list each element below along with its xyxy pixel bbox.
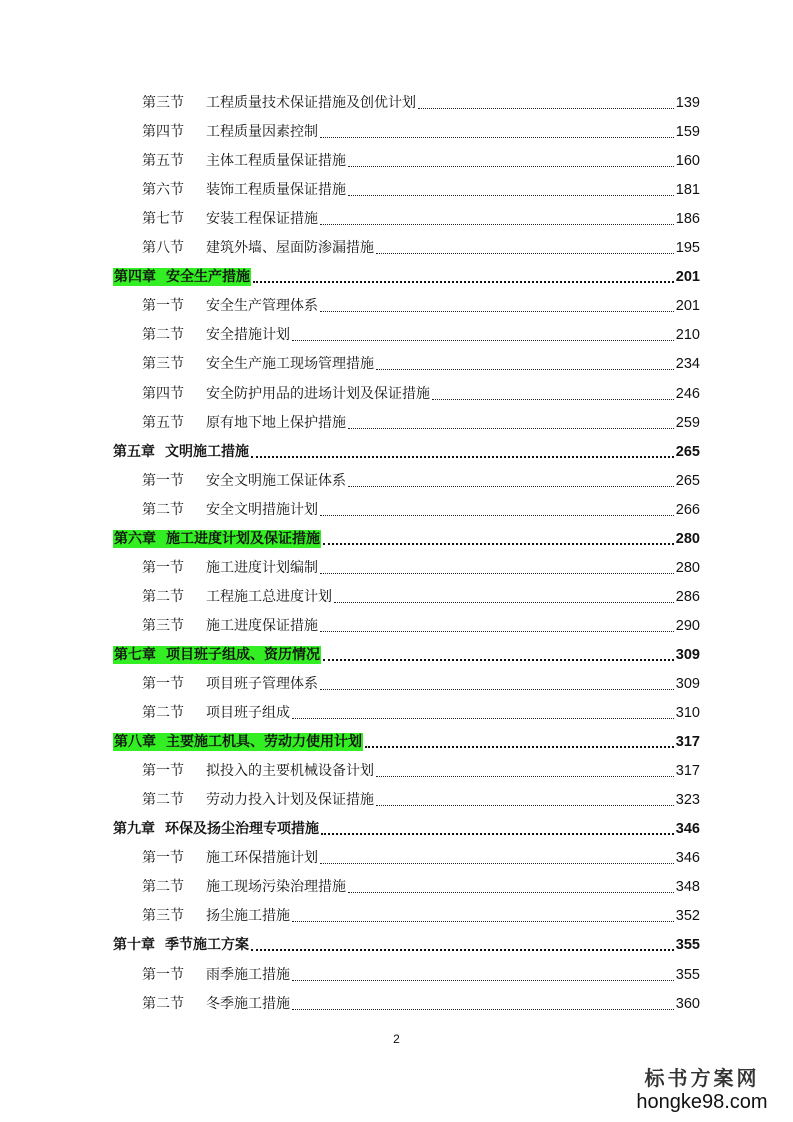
toc-number: 第六章 [114, 530, 156, 547]
toc-page-number: 309 [675, 646, 700, 663]
toc-number: 第二节 [142, 588, 184, 605]
toc-page-number: 201 [675, 298, 700, 315]
dot-leader [432, 399, 674, 400]
toc-page-number: 195 [675, 240, 700, 257]
dot-leader [418, 108, 674, 109]
toc-page-number: 246 [675, 385, 700, 402]
toc-chapter-row [113, 526, 700, 548]
toc-section-row [142, 410, 700, 432]
toc-page-number: 348 [675, 879, 700, 896]
toc-page-number: 346 [675, 821, 700, 838]
dot-leader [323, 659, 674, 661]
toc-page-number: 266 [675, 501, 700, 518]
toc-number: 第三节 [142, 356, 184, 373]
dot-leader [365, 746, 674, 748]
dot-leader [321, 833, 674, 835]
dot-leader [376, 776, 674, 777]
toc-title: 原有地下地上保护措施 [206, 414, 346, 431]
toc-number: 第四节 [142, 124, 184, 141]
toc-title: 安全文明措施计划 [206, 501, 318, 518]
toc-title: 施工现场污染治理措施 [206, 879, 346, 896]
toc-page-number: 360 [675, 995, 700, 1012]
dot-leader [292, 921, 674, 922]
toc-section-row [142, 758, 700, 780]
chapter-highlight [113, 646, 321, 664]
dot-leader [320, 224, 674, 225]
toc-chapter-row [113, 264, 700, 286]
dot-leader [320, 311, 674, 312]
toc-number: 第八节 [142, 240, 184, 257]
toc-title: 劳动力投入计划及保证措施 [206, 792, 374, 809]
toc-title: 扬尘施工措施 [206, 908, 290, 925]
toc-section-row [142, 613, 700, 635]
toc-section-row [142, 584, 700, 606]
toc-title: 冬季施工措施 [206, 995, 290, 1012]
toc-title: 环保及扬尘治理专项措施 [165, 821, 319, 838]
toc-title: 主要施工机具、劳动力使用计划 [166, 734, 362, 751]
toc-title: 雨季施工措施 [206, 966, 290, 983]
toc-page-number: 201 [675, 269, 700, 286]
toc-page-number: 352 [675, 908, 700, 925]
toc-title: 工程质量技术保证措施及创优计划 [206, 95, 416, 111]
toc-number: 第二节 [142, 705, 184, 722]
dot-leader [292, 980, 674, 981]
dot-leader [320, 631, 674, 632]
toc-number: 第一节 [142, 850, 184, 867]
chapter-highlight [113, 733, 363, 751]
toc-number: 第五章 [113, 443, 155, 460]
dot-leader [334, 602, 674, 603]
toc-section-row [142, 90, 700, 112]
toc-title: 施工进度计划及保证措施 [166, 530, 320, 547]
page-number: 2 [393, 1032, 400, 1046]
toc-page-number: 310 [675, 705, 700, 722]
toc-title: 项目班子组成 [206, 705, 290, 722]
toc-page-number: 290 [675, 617, 700, 634]
toc-number: 第一节 [142, 763, 184, 780]
toc-page-number: 265 [675, 443, 700, 460]
toc-chapter-row [113, 439, 700, 461]
toc-number: 第六节 [142, 182, 184, 199]
toc-page-number: 309 [675, 676, 700, 692]
toc-title: 主体工程质量保证措施 [206, 153, 346, 170]
toc-number: 第四节 [142, 385, 184, 402]
toc-number: 第五节 [142, 153, 184, 170]
toc-page-number: 286 [675, 588, 700, 605]
toc-section-row [142, 148, 700, 170]
toc-chapter-row [113, 816, 700, 838]
toc-title: 季节施工方案 [165, 937, 249, 954]
toc-title: 项目班子组成、资历情况 [166, 646, 320, 663]
dot-leader [348, 428, 674, 429]
toc-number: 第四章 [114, 269, 156, 286]
toc-number: 第一节 [142, 966, 184, 983]
toc-number: 第九章 [113, 821, 155, 838]
chapter-highlight [113, 530, 321, 548]
toc-page-number: 323 [675, 792, 700, 809]
dot-leader [292, 1009, 674, 1010]
dot-leader [320, 137, 674, 138]
toc-page-number: 265 [675, 472, 700, 489]
toc-number: 第七章 [114, 646, 156, 663]
dot-leader [292, 718, 674, 719]
dot-leader [376, 253, 674, 254]
toc-title: 安全文明施工保证体系 [206, 472, 346, 489]
dot-leader [320, 515, 674, 516]
toc-chapter-row [113, 729, 700, 751]
toc-section-row [142, 351, 700, 373]
toc-number: 第八章 [114, 734, 156, 751]
toc-title: 工程质量因素控制 [206, 124, 318, 141]
dot-leader [348, 892, 674, 893]
toc-section-row [142, 787, 700, 809]
watermark-site-name: 标书方案网 [644, 1066, 760, 1090]
dot-leader [320, 689, 674, 690]
toc-section-row [142, 235, 700, 257]
toc-page-number: 280 [675, 530, 700, 547]
toc-number: 第二节 [142, 792, 184, 809]
toc-number: 第一节 [142, 559, 184, 576]
dot-leader [292, 340, 674, 341]
dot-leader [323, 543, 674, 545]
toc-title: 拟投入的主要机械设备计划 [206, 763, 374, 780]
toc-section-row [142, 322, 700, 344]
toc-section-row [142, 845, 700, 867]
toc-section-row [142, 468, 700, 490]
toc-section-row [142, 991, 700, 1013]
toc-number: 第二节 [142, 879, 184, 896]
toc-number: 第一节 [142, 676, 184, 692]
toc-number: 第七节 [142, 211, 184, 228]
toc-number: 第二节 [142, 995, 184, 1012]
toc-title: 安全措施计划 [206, 327, 290, 344]
toc-page-number: 234 [675, 356, 700, 373]
toc-number: 第一节 [142, 298, 184, 315]
toc-title: 施工环保措施计划 [206, 850, 318, 867]
toc-section-row [142, 293, 700, 315]
toc-page-number: 181 [675, 182, 700, 199]
toc-page-number: 317 [675, 763, 700, 780]
toc-section-row [142, 497, 700, 519]
toc-title: 安装工程保证措施 [206, 211, 318, 228]
toc-chapter-row [113, 932, 700, 954]
toc-title: 项目班子管理体系 [206, 676, 318, 692]
watermark [627, 1066, 777, 1114]
toc-page-number: 160 [675, 153, 700, 170]
toc-number: 第二节 [142, 327, 184, 344]
toc-title: 安全生产管理体系 [206, 298, 318, 315]
toc-title: 施工进度计划编制 [206, 559, 318, 576]
toc-page-number: 355 [675, 937, 700, 954]
toc-title: 装饰工程质量保证措施 [206, 182, 346, 199]
toc-section-row [142, 962, 700, 984]
toc-number: 第三节 [142, 95, 184, 111]
toc-page-number: 355 [675, 966, 700, 983]
toc-title: 建筑外墙、屋面防渗漏措施 [206, 240, 374, 257]
dot-leader [253, 281, 674, 283]
toc-section-row [142, 119, 700, 141]
toc-page-number: 280 [675, 559, 700, 576]
toc-section-row [142, 700, 700, 722]
toc-page-number: 159 [675, 124, 700, 141]
toc-section-row [142, 903, 700, 925]
toc-page-number: 317 [675, 734, 700, 751]
toc-section-row [142, 177, 700, 199]
dot-leader [320, 573, 674, 574]
toc-number: 第一节 [142, 472, 184, 489]
toc-number: 第三节 [142, 617, 184, 634]
toc-page-number: 139 [675, 95, 700, 111]
toc-number: 第五节 [142, 414, 184, 431]
toc-chapter-row [113, 642, 700, 664]
dot-leader [348, 195, 674, 196]
dot-leader [251, 456, 674, 458]
toc-page-number: 346 [675, 850, 700, 867]
dot-leader [348, 486, 674, 487]
toc-page-number: 259 [675, 414, 700, 431]
toc-title: 安全生产施工现场管理措施 [206, 356, 374, 373]
toc-section-row [142, 555, 700, 577]
toc-title: 工程施工总进度计划 [206, 588, 332, 605]
chapter-highlight [113, 268, 251, 286]
toc-section-row [142, 206, 700, 228]
watermark-url: hongke98.com [636, 1091, 768, 1113]
dot-leader [348, 166, 674, 167]
toc-title: 文明施工措施 [165, 443, 249, 460]
toc-number: 第十章 [113, 937, 155, 954]
toc-section-row [142, 874, 700, 896]
dot-leader [376, 805, 674, 806]
toc-number: 第二节 [142, 501, 184, 518]
dot-leader [320, 863, 674, 864]
toc-page-number: 210 [675, 327, 700, 344]
toc-title: 安全生产措施 [166, 269, 250, 286]
dot-leader [251, 949, 674, 951]
toc-number: 第三节 [142, 908, 184, 925]
dot-leader [376, 369, 674, 370]
toc-section-row [142, 671, 700, 693]
toc-section-row [142, 381, 700, 403]
toc-title: 安全防护用品的进场计划及保证措施 [206, 385, 430, 402]
toc-page-number: 186 [675, 211, 700, 228]
toc-title: 施工进度保证措施 [206, 617, 318, 634]
